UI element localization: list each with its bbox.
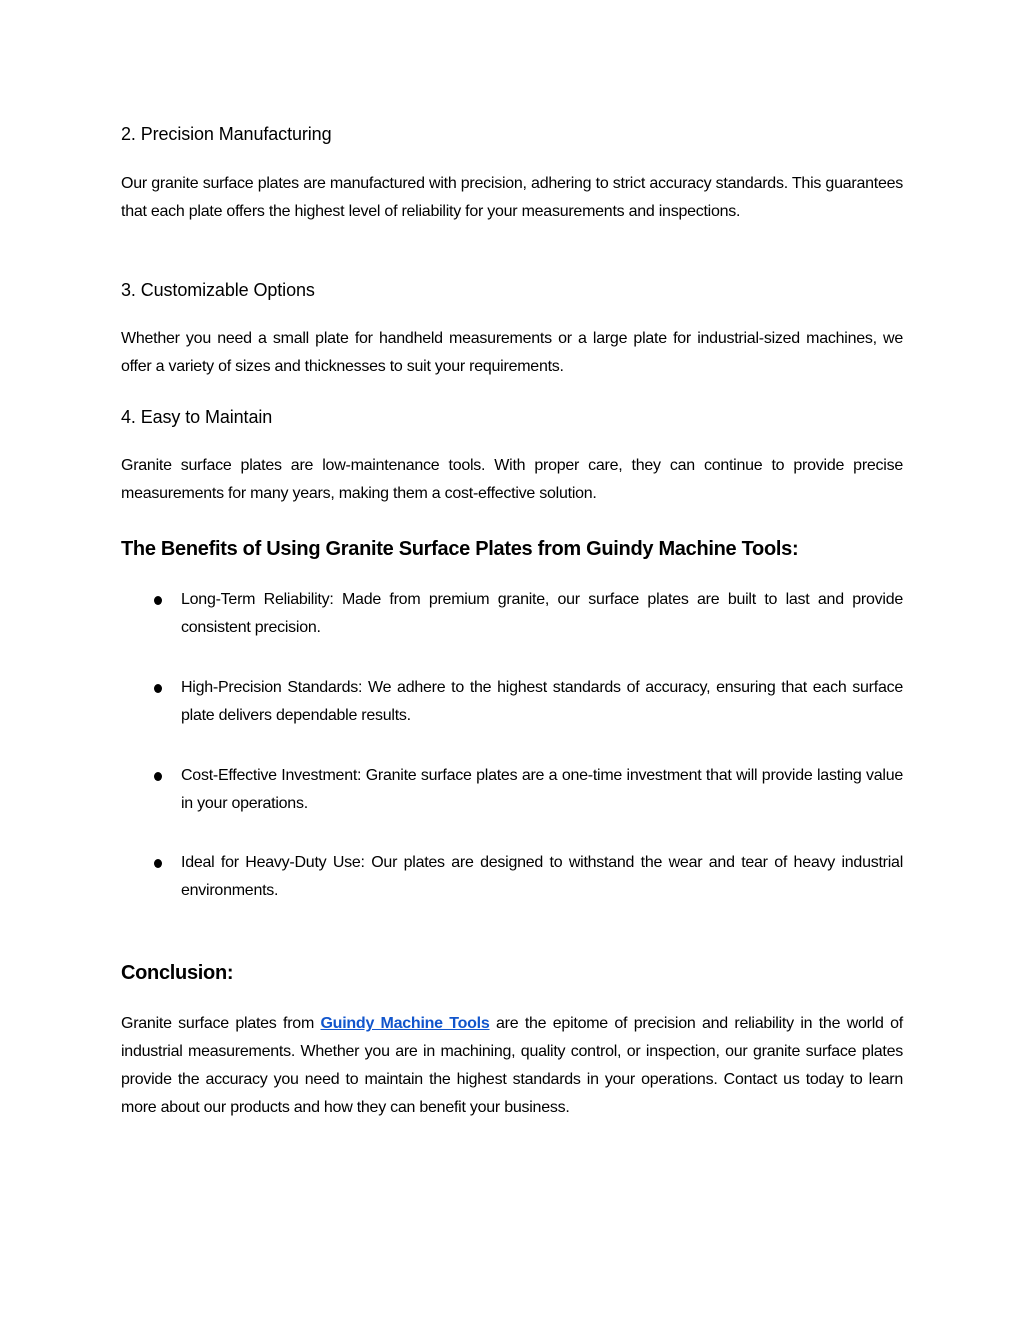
- section-body-precision-manufacturing: Our granite surface plates are manufactured with precision, adhering to strict accuracy standards. This guarantees that each plate offers the highest level of reliability for your measurements and inspections.: [121, 175, 903, 220]
- guindy-machine-tools-link[interactable]: Guindy Machine Tools: [320, 1015, 490, 1032]
- bullet-icon: [154, 684, 162, 693]
- section-heading-precision-manufacturing: 2. Precision Manufacturing: [121, 124, 332, 144]
- conclusion-text-before-link: Granite surface plates from: [121, 1015, 321, 1032]
- benefit-text: Ideal for Heavy-Duty Use: Our plates are designed to withstand the wear and tear of heavy industrial environments.: [181, 854, 903, 899]
- conclusion-text-after-link: are the epitome of precision and reliability in the world of industrial measurements. Whether you are in machining, quality control, or inspection, our granite surface plates provide the accuracy you need to maintain the highest standards in your operations. Contact us today to learn more about our products and how they can benefit your business.: [121, 1015, 903, 1116]
- section-heading-easy-to-maintain: 4. Easy to Maintain: [121, 407, 273, 427]
- section-heading-customizable-options: 3. Customizable Options: [121, 280, 315, 300]
- section-body-customizable-options: Whether you need a small plate for handheld measurements or a large plate for industrial-sized machines, we offer a variety of sizes and thicknesses to suit your requirements.: [121, 330, 903, 375]
- bullet-icon: [154, 596, 162, 605]
- benefit-text: Cost-Effective Investment: Granite surface plates are a one-time investment that will provide lasting value in your operations.: [181, 767, 903, 812]
- benefit-text: High-Precision Standards: We adhere to the highest standards of accuracy, ensuring that each surface plate delivers dependable results.: [181, 679, 903, 724]
- section-body-easy-to-maintain: Granite surface plates are low-maintenance tools. With proper care, they can continue to provide precise measurements for many years, making them a cost-effective solution.: [121, 457, 903, 502]
- bullet-icon: [154, 772, 162, 781]
- conclusion-body: [121, 1010, 903, 1122]
- bullet-icon: [154, 859, 162, 868]
- benefits-heading: The Benefits of Using Granite Surface Plates from Guindy Machine Tools:: [121, 538, 799, 560]
- conclusion-heading: Conclusion:: [121, 962, 234, 984]
- benefit-text: Long-Term Reliability: Made from premium granite, our surface plates are built to last and provide consistent precision.: [181, 591, 903, 636]
